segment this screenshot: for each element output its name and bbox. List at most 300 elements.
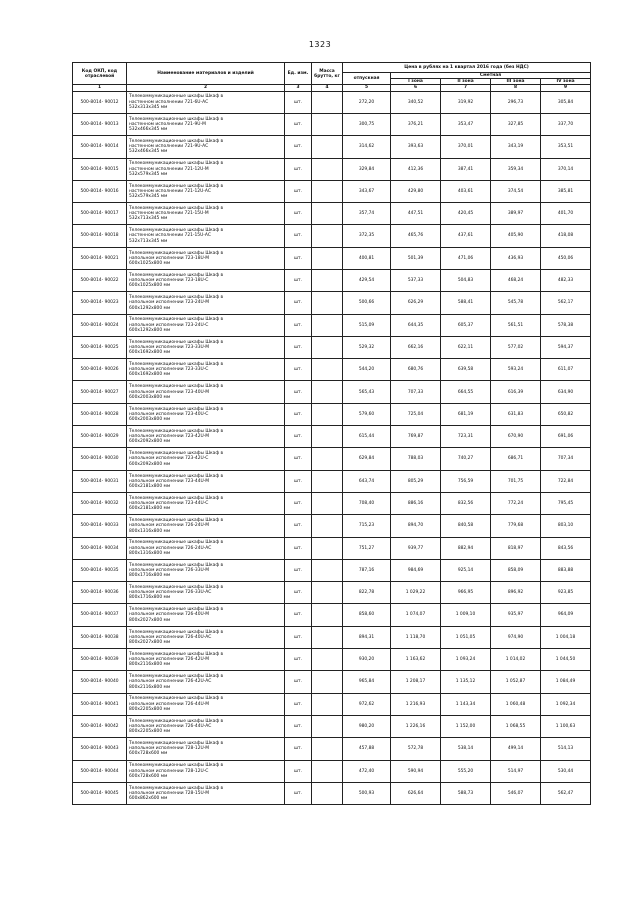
price-wholesale: 357,74 [343,203,391,225]
table-row [73,113,591,135]
table-row [73,247,591,269]
row-unit: шт. [285,738,312,760]
column-number: 6 [391,85,441,91]
price-wholesale: 894,31 [343,626,391,648]
table-row [73,782,591,804]
row-mass [312,336,343,358]
row-name: Телекоммуникационные шкафы Шкаф в напольном исполнении 723-24U-С 600х1292х800 мм [127,314,285,336]
table-row [73,671,591,693]
column-number: 5 [343,85,391,91]
row-code: 500-8014- 90043 [73,738,127,760]
price-zone1: 939,77 [391,537,441,559]
price-zone3: 616,39 [491,381,541,403]
price-zone4: 707,34 [541,448,591,470]
price-zone2: 403,61 [441,180,491,202]
price-zone2: 882,94 [441,537,491,559]
row-code: 500-8014- 90042 [73,715,127,737]
price-zone1: 537,33 [391,269,441,291]
price-wholesale: 272,20 [343,91,391,113]
price-wholesale: 529,32 [343,336,391,358]
price-wholesale: 579,60 [343,403,391,425]
price-zone2: 622,11 [441,336,491,358]
table-row [73,760,591,782]
price-zone4: 578,38 [541,314,591,336]
price-zone4: 482,33 [541,269,591,291]
row-name: Телекоммуникационные шкафы Шкаф в напольном исполнении 723-44U-С 600х2181х800 мм [127,492,285,514]
row-code: 500-8014- 90031 [73,470,127,492]
row-mass [312,359,343,381]
price-zone1: 1 074,07 [391,604,441,626]
price-zone3: 772,24 [491,492,541,514]
row-mass [312,470,343,492]
table-row [73,381,591,403]
price-zone3: 631,83 [491,403,541,425]
price-zone4: 562,17 [541,292,591,314]
price-zone2: 420,45 [441,203,491,225]
row-name: Телекоммуникационные шкафы Шкаф в напольном исполнении 723-42U-М 600х2092х800 мм [127,426,285,448]
row-mass [312,715,343,737]
price-zone4: 803,10 [541,515,591,537]
price-zone4: 795,45 [541,492,591,514]
price-wholesale: 643,74 [343,470,391,492]
row-unit: шт. [285,693,312,715]
price-wholesale: 787,16 [343,559,391,581]
price-wholesale: 544,20 [343,359,391,381]
header-unit: Ед. изм. [285,63,312,85]
row-code: 500-8014- 90012 [73,91,127,113]
row-name: Телекоммуникационные шкафы Шкаф в напольном исполнении 723-18U-С 600х1025х800 мм [127,269,285,291]
price-zone3: 514,97 [491,760,541,782]
row-mass [312,738,343,760]
header-zone3: III зона [491,79,541,85]
price-wholesale: 930,20 [343,649,391,671]
table-row [73,582,591,604]
row-unit: шт. [285,247,312,269]
price-zone3: 1 052,87 [491,671,541,693]
price-zone3: 935,97 [491,604,541,626]
table-row [73,715,591,737]
price-zone3: 468,24 [491,269,541,291]
price-zone1: 429,80 [391,180,441,202]
table-row [73,180,591,202]
price-zone2: 1 051,05 [441,626,491,648]
price-zone2: 538,14 [441,738,491,760]
price-wholesale: 751,27 [343,537,391,559]
price-zone1: 393,63 [391,136,441,158]
row-mass [312,91,343,113]
row-mass [312,559,343,581]
price-zone1: 886,16 [391,492,441,514]
row-name: Телекоммуникационные шкафы Шкаф в напольном исполнении 728-12U-С 600х728х600 мм [127,760,285,782]
price-zone1: 707,33 [391,381,441,403]
row-mass [312,426,343,448]
row-code: 500-8014- 90039 [73,649,127,671]
price-zone4: 964,09 [541,604,591,626]
row-name: Телекоммуникационные шкафы Шкаф в напольном исполнении 726-42U-АС 800х2116х800 мм [127,671,285,693]
price-zone3: 858,09 [491,559,541,581]
row-unit: шт. [285,626,312,648]
row-name: Телекоммуникационные шкафы Шкаф в напольном исполнении 723-42U-С 600х2092х800 мм [127,448,285,470]
price-zone3: 1 014,02 [491,649,541,671]
price-wholesale: 980,20 [343,715,391,737]
price-zone2: 756,59 [441,470,491,492]
table-row [73,292,591,314]
row-name: Телекоммуникационные шкафы Шкаф в напольном исполнении 726-44U-АС 800х2205х800 мм [127,715,285,737]
row-code: 500-8014- 90038 [73,626,127,648]
row-unit: шт. [285,604,312,626]
price-wholesale: 300,75 [343,113,391,135]
table-row [73,426,591,448]
row-unit: шт. [285,91,312,113]
row-mass [312,604,343,626]
row-name: Телекоммуникационные шкафы Шкаф в настенном исполнении 721-12U-АС 532х579х345 мм [127,180,285,202]
row-mass [312,403,343,425]
price-wholesale: 565,43 [343,381,391,403]
price-zone3: 818,97 [491,537,541,559]
column-number: 4 [312,85,343,91]
table-row [73,203,591,225]
row-unit: шт. [285,671,312,693]
price-zone3: 296,73 [491,91,541,113]
row-code: 500-8014- 90034 [73,537,127,559]
header-wholesale: отпускная [343,73,391,85]
row-name: Телекоммуникационные шкафы Шкаф в настенном исполнении 721-15U-М 532х713х345 мм [127,203,285,225]
price-zone1: 788,03 [391,448,441,470]
price-zone4: 530,44 [541,760,591,782]
table-row [73,225,591,247]
table-body [73,91,591,805]
price-zone1: 769,87 [391,426,441,448]
price-zone4: 611,07 [541,359,591,381]
row-unit: шт. [285,113,312,135]
table-row [73,649,591,671]
price-zone3: 405,90 [491,225,541,247]
price-zone2: 605,37 [441,314,491,336]
row-code: 500-8014- 90021 [73,247,127,269]
table-row [73,91,591,113]
price-zone4: 370,14 [541,158,591,180]
table-row [73,515,591,537]
price-zone1: 340,52 [391,91,441,113]
price-zone1: 412,36 [391,158,441,180]
row-name: Телекоммуникационные шкафы Шкаф в напольном исполнении 723-18U-М 600х1025х800 мм [127,247,285,269]
row-name: Телекоммуникационные шкафы Шкаф в напольном исполнении 726-24U-АС 800х1316х800 мм [127,537,285,559]
row-mass [312,225,343,247]
price-zone1: 725,04 [391,403,441,425]
price-wholesale: 472,40 [343,760,391,782]
row-unit: шт. [285,649,312,671]
price-zone3: 974,90 [491,626,541,648]
price-zone2: 353,47 [441,113,491,135]
row-code: 500-8014- 90026 [73,359,127,381]
row-mass [312,158,343,180]
row-unit: шт. [285,403,312,425]
price-wholesale: 715,23 [343,515,391,537]
row-code: 500-8014- 90018 [73,225,127,247]
price-zone3: 577,02 [491,336,541,358]
price-zone2: 555,20 [441,760,491,782]
price-zone3: 374,54 [491,180,541,202]
price-wholesale: 515,09 [343,314,391,336]
price-zone3: 546,07 [491,782,541,804]
row-unit: шт. [285,426,312,448]
price-zone3: 593,24 [491,359,541,381]
price-zone4: 634,90 [541,381,591,403]
table-row [73,537,591,559]
price-zone4: 1 092,34 [541,693,591,715]
row-code: 500-8014- 90025 [73,336,127,358]
price-zone4: 418,08 [541,225,591,247]
price-zone4: 722,84 [541,470,591,492]
row-mass [312,782,343,804]
header-name: Наименование материалов и изделий [127,63,285,85]
price-zone1: 590,94 [391,760,441,782]
header-zone4: IV зона [541,79,591,85]
price-zone2: 1 009,10 [441,604,491,626]
price-zone4: 843,56 [541,537,591,559]
row-name: Телекоммуникационные шкафы Шкаф в напольном исполнении 723-24U-М 600х1292х800 мм [127,292,285,314]
price-wholesale: 822,78 [343,582,391,604]
price-zone3: 561,51 [491,314,541,336]
row-name: Телекоммуникационные шкафы Шкаф в напольном исполнении 726-40U-АС 800х2027х800 мм [127,626,285,648]
price-zone4: 1 084,49 [541,671,591,693]
price-zone1: 680,76 [391,359,441,381]
price-wholesale: 429,54 [343,269,391,291]
row-unit: шт. [285,582,312,604]
row-mass [312,693,343,715]
row-name: Телекоммуникационные шкафы Шкаф в напольном исполнении 723-33U-С 600х1692х800 мм [127,359,285,381]
price-zone4: 450,06 [541,247,591,269]
price-zone2: 664,55 [441,381,491,403]
price-zone2: 1 152,00 [441,715,491,737]
price-zone3: 359,34 [491,158,541,180]
table-row [73,738,591,760]
price-zone2: 504,83 [441,269,491,291]
row-code: 500-8014- 90028 [73,403,127,425]
price-zone1: 1 163,62 [391,649,441,671]
price-zone4: 562,47 [541,782,591,804]
row-name: Телекоммуникационные шкафы Шкаф в напольном исполнении 723-44U-М 600х2181х800 мм [127,470,285,492]
row-code: 500-8014- 90015 [73,158,127,180]
table-row [73,470,591,492]
price-zone4: 691,06 [541,426,591,448]
row-mass [312,113,343,135]
price-zone2: 1 135,12 [441,671,491,693]
row-unit: шт. [285,515,312,537]
price-zone3: 327,85 [491,113,541,135]
table-row [73,403,591,425]
price-zone1: 572,78 [391,738,441,760]
row-unit: шт. [285,448,312,470]
price-zone2: 723,31 [441,426,491,448]
table-row [73,158,591,180]
row-mass [312,180,343,202]
table-row [73,604,591,626]
header-zone2: II зона [441,79,491,85]
row-name: Телекоммуникационные шкафы Шкаф в настенном исполнении 721-15U-АС 532х713х345 мм [127,225,285,247]
price-wholesale: 372,35 [343,225,391,247]
price-zone4: 883,88 [541,559,591,581]
price-zone3: 670,90 [491,426,541,448]
row-mass [312,582,343,604]
row-mass [312,492,343,514]
price-zone3: 1 060,48 [491,693,541,715]
price-zone2: 588,73 [441,782,491,804]
row-name: Телекоммуникационные шкафы Шкаф в настенном исполнении 721-12U-М 532х579х345 мм [127,158,285,180]
row-code: 500-8014- 90032 [73,492,127,514]
price-zone2: 740,27 [441,448,491,470]
price-zone1: 984,69 [391,559,441,581]
price-zone1: 644,35 [391,314,441,336]
price-zone1: 501,39 [391,247,441,269]
price-zone1: 1 226,16 [391,715,441,737]
table-row [73,314,591,336]
row-name: Телекоммуникационные шкафы Шкаф в напольном исполнении 723-40U-С 600х2003х800 мм [127,403,285,425]
row-name: Телекоммуникационные шкафы Шкаф в напольном исполнении 726-33U-АС 800х1716х800 мм [127,582,285,604]
price-zone1: 447,51 [391,203,441,225]
row-code: 500-8014- 90016 [73,180,127,202]
price-wholesale: 500,66 [343,292,391,314]
row-unit: шт. [285,492,312,514]
price-wholesale: 457,88 [343,738,391,760]
price-wholesale: 629,84 [343,448,391,470]
row-unit: шт. [285,136,312,158]
row-code: 500-8014- 90014 [73,136,127,158]
table-row [73,492,591,514]
price-wholesale: 500,93 [343,782,391,804]
price-zone1: 1 216,93 [391,693,441,715]
table-row [73,693,591,715]
row-code: 500-8014- 90017 [73,203,127,225]
table-row [73,336,591,358]
row-mass [312,626,343,648]
price-zone3: 779,68 [491,515,541,537]
row-name: Телекоммуникационные шкафы Шкаф в настенном исполнении 721-9U-АС 532х466х345 мм [127,136,285,158]
page-number: 1323 [308,40,332,49]
price-zone1: 805,29 [391,470,441,492]
row-unit: шт. [285,470,312,492]
row-mass [312,136,343,158]
row-code: 500-8014- 90035 [73,559,127,581]
row-code: 500-8014- 90027 [73,381,127,403]
row-code: 500-8014- 90013 [73,113,127,135]
row-unit: шт. [285,158,312,180]
price-wholesale: 965,84 [343,671,391,693]
row-code: 500-8014- 90044 [73,760,127,782]
price-zone4: 514,13 [541,738,591,760]
price-zone4: 385,81 [541,180,591,202]
price-zone2: 925,14 [441,559,491,581]
row-name: Телекоммуникационные шкафы Шкаф в напольном исполнении 726-33U-М 800х1716х800 мм [127,559,285,581]
price-table [72,62,591,805]
price-zone1: 1 118,70 [391,626,441,648]
row-name: Телекоммуникационные шкафы Шкаф в напольном исполнении 728-12U-М 600х728х600 мм [127,738,285,760]
price-wholesale: 400,81 [343,247,391,269]
price-zone3: 499,14 [491,738,541,760]
row-name: Телекоммуникационные шкафы Шкаф в напольном исполнении 728-15U-М 600х862х600 мм [127,782,285,804]
price-zone3: 686,71 [491,448,541,470]
row-code: 500-8014- 90022 [73,269,127,291]
row-unit: шт. [285,537,312,559]
table-row [73,448,591,470]
price-zone2: 1 093,24 [441,649,491,671]
price-zone3: 701,75 [491,470,541,492]
column-number: 2 [127,85,285,91]
price-zone1: 1 029,22 [391,582,441,604]
row-code: 500-8014- 90030 [73,448,127,470]
row-mass [312,760,343,782]
row-code: 500-8014- 90041 [73,693,127,715]
row-unit: шт. [285,381,312,403]
price-zone1: 1 208,17 [391,671,441,693]
price-zone2: 840,58 [441,515,491,537]
price-zone2: 588,41 [441,292,491,314]
header-mass: Масса брутто, кг [312,63,343,85]
column-number: 8 [491,85,541,91]
row-name: Телекоммуникационные шкафы Шкаф в напольном исполнении 726-42U-М 800х2116х800 мм [127,649,285,671]
price-zone2: 832,56 [441,492,491,514]
price-wholesale: 858,60 [343,604,391,626]
header-zone1: I зона [391,79,441,85]
price-zone2: 681,19 [441,403,491,425]
table-row [73,626,591,648]
row-mass [312,671,343,693]
column-number: 9 [541,85,591,91]
row-mass [312,515,343,537]
row-name: Телекоммуникационные шкафы Шкаф в напольном исполнении 723-33U-М 600х1692х800 мм [127,336,285,358]
row-unit: шт. [285,269,312,291]
row-unit: шт. [285,782,312,804]
table-row [73,269,591,291]
row-unit: шт. [285,715,312,737]
price-zone4: 650,82 [541,403,591,425]
price-zone2: 370,01 [441,136,491,158]
row-unit: шт. [285,292,312,314]
row-name: Телекоммуникационные шкафы Шкаф в настенном исполнении 721-6U-АС 532х313х345 мм [127,91,285,113]
price-wholesale: 972,62 [343,693,391,715]
row-code: 500-8014- 90033 [73,515,127,537]
column-number: 3 [285,85,312,91]
price-zone3: 389,97 [491,203,541,225]
price-zone2: 966,95 [441,582,491,604]
price-zone4: 1 100,63 [541,715,591,737]
price-zone3: 545,78 [491,292,541,314]
row-name: Телекоммуникационные шкафы Шкаф в напольном исполнении 726-44U-М 800х2205х800 мм [127,693,285,715]
price-zone3: 343,19 [491,136,541,158]
price-zone1: 894,70 [391,515,441,537]
row-mass [312,537,343,559]
price-zone4: 594,37 [541,336,591,358]
column-number: 7 [441,85,491,91]
row-code: 500-8014- 90024 [73,314,127,336]
row-mass [312,292,343,314]
price-zone2: 437,61 [441,225,491,247]
price-zone3: 436,93 [491,247,541,269]
row-name: Телекоммуникационные шкафы Шкаф в напольном исполнении 726-40U-М 800х2027х800 мм [127,604,285,626]
price-zone2: 471,06 [441,247,491,269]
row-unit: шт. [285,559,312,581]
price-zone1: 376,21 [391,113,441,135]
price-wholesale: 343,67 [343,180,391,202]
row-code: 500-8014- 90040 [73,671,127,693]
price-zone4: 923,85 [541,582,591,604]
row-code: 500-8014- 90036 [73,582,127,604]
row-code: 500-8014- 90029 [73,426,127,448]
price-zone2: 319,92 [441,91,491,113]
price-zone4: 1 044,50 [541,649,591,671]
price-zone4: 353,51 [541,136,591,158]
price-zone1: 465,76 [391,225,441,247]
